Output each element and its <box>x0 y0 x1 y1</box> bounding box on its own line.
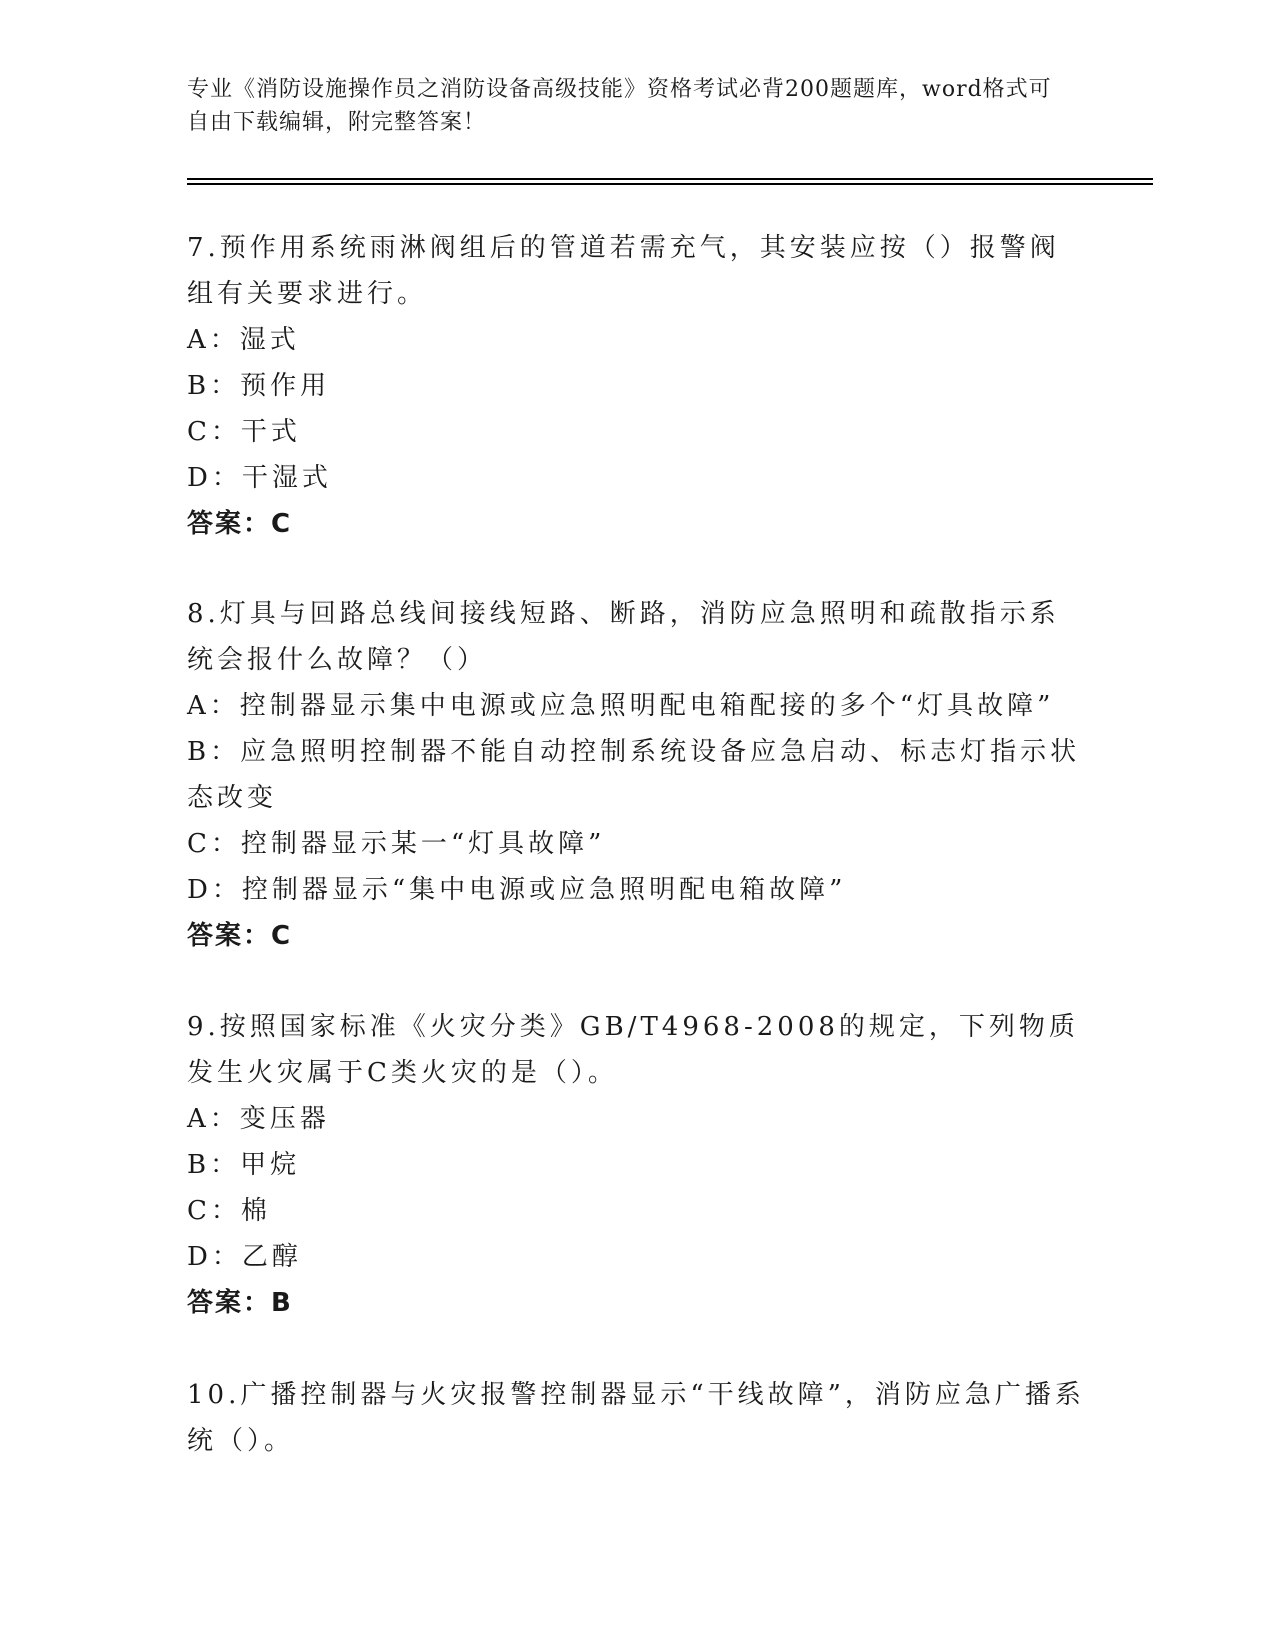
answer: 答案：C <box>187 509 293 539</box>
header-divider-top <box>187 178 1153 180</box>
question-stem: 10.广播控制器与火灾报警控制器显示“干线故障”，消防应急广播系统（）。 <box>187 1380 1085 1456</box>
option-a: A：变压器 <box>187 1104 330 1134</box>
option-b: B：应急照明控制器不能自动控制系统设备应急启动、标志灯指示状态改变 <box>187 737 1081 813</box>
question-stem: 9.按照国家标准《火灾分类》GB/T4968-2008的规定，下列物质发生火灾属于C类火灾的是（）。 <box>187 1012 1079 1088</box>
option-c: C：干式 <box>187 417 301 447</box>
option-d: D：控制器显示“集中电源或应急照明配电箱故障” <box>187 875 847 905</box>
option-c: C：棉 <box>187 1196 271 1226</box>
option-c: C：控制器显示某一“灯具故障” <box>187 829 606 859</box>
document-header: 专业《消防设施操作员之消防设备高级技能》资格考试必背200题题库，word格式可自由下载编辑，附完整答案！ <box>187 77 1052 135</box>
option-a: A：湿式 <box>187 325 300 355</box>
answer: 答案：B <box>187 1288 293 1318</box>
option-d: D：乙醇 <box>187 1242 302 1272</box>
option-b: B：甲烷 <box>187 1150 301 1180</box>
question-stem: 8.灯具与回路总线间接线短路、断路，消防应急照明和疏散指示系统会报什么故障？（） <box>187 599 1060 675</box>
question-9 <box>187 1004 1087 1326</box>
header-divider-bottom <box>187 183 1153 185</box>
question-7 <box>187 225 1087 547</box>
question-10 <box>187 1372 1087 1464</box>
option-b: B：预作用 <box>187 371 331 401</box>
question-stem: 7.预作用系统雨淋阀组后的管道若需充气，其安装应按（）报警阀组有关要求进行。 <box>187 233 1060 309</box>
answer: 答案：C <box>187 921 293 951</box>
option-d: D：干湿式 <box>187 463 332 493</box>
question-8 <box>187 591 1087 959</box>
option-a: A：控制器显示集中电源或应急照明配电箱配接的多个“灯具故障” <box>187 691 1055 721</box>
